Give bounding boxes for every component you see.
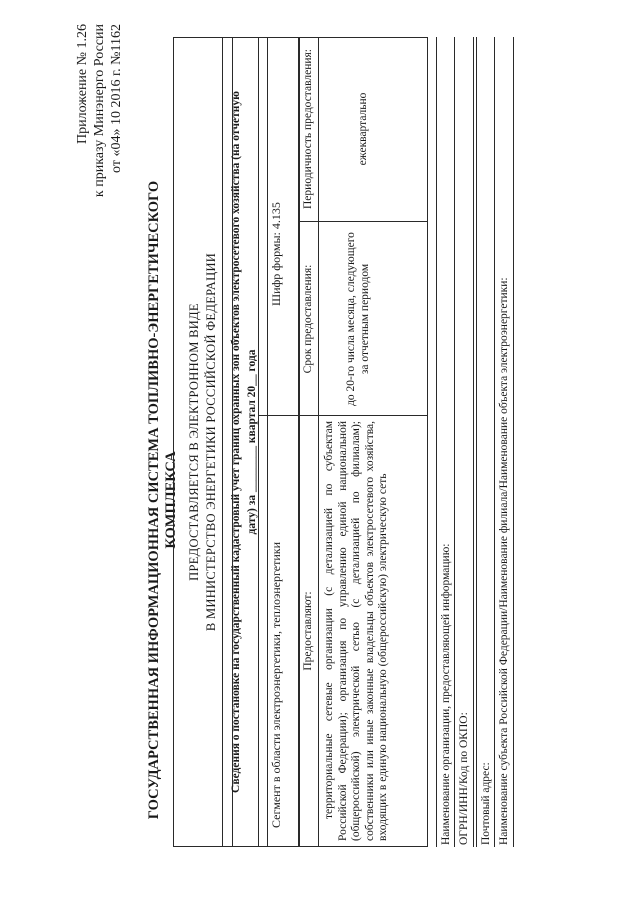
annex-order: к приказу Минэнерго России [92,24,107,198]
frequency-text: ежеквартально [357,92,369,166]
table-header-divider [318,38,319,846]
header-providers: Предоставляют: [302,591,314,671]
submission-line-2: В МИНИСТЕРСТВО ЭНЕРГЕТИКИ РОССИЙСКОЙ ФЕДЕРАЦИИ [204,252,218,632]
annex-number: Приложение № 1.26 [75,24,90,144]
report-title-line-1: Сведения о постановке на государственный кадастровый учет границ охранных зон объектов электросетевого хозяйства (на отчетную [230,91,242,793]
submission-line-1: ПРЕДОСТАВЛЯЕТСЯ В ЭЛЕКТРОННОМ ВИДЕ [187,303,201,581]
ogrn-row: ОГРН/ИНН/Код по ОКПО: [455,37,474,847]
address-row: Почтовый адрес: [476,37,495,847]
providers-table [298,37,428,847]
table-col-divider-1 [299,415,427,416]
segment-divider [259,415,299,416]
org-name-row: Наименование организации, предоставляющей информацию: [436,37,455,847]
segment-box [258,37,300,847]
subject-row: Наименование субъекта Российской Федерации/Наименование филиала/Наименование объекта электроэнергетики: [495,37,514,847]
providers-text: территориальные сетевые организации (с детализацией по субъектам Российской Федерации); организация по управлению единой национальной (общероссийской) электрической сетью (с детализацией по филиалам); собственники или иные законные владельцы объектов электросетевого хозяйства, входящих в единую национальную (общероссийскую) электрическую сеть [323,421,390,841]
deadline-text: до 20-го числа месяца, следующего за отчетным периодом [345,232,371,406]
annex-block [74,24,125,244]
segment-label: Сегмент в области электроэнергетики, теплоэнергетики [269,541,283,828]
document-title: ГОСУДАРСТВЕННАЯ ИНФОРМАЦИОННАЯ СИСТЕМА ТОПЛИВНО-ЭНЕРГЕТИЧЕСКОГО КОМПЛЕКСА [146,180,179,820]
annex-date: от «04» 10 2016 г. №1162 [109,24,124,173]
header-deadline: Срок предоставления: [302,264,314,374]
form-code: Шифр формы: 4.135 [269,202,283,306]
report-title-line-2: дату) за ________ квартал 20__ года [246,349,258,535]
header-frequency: Периодичность предоставления: [302,49,314,209]
